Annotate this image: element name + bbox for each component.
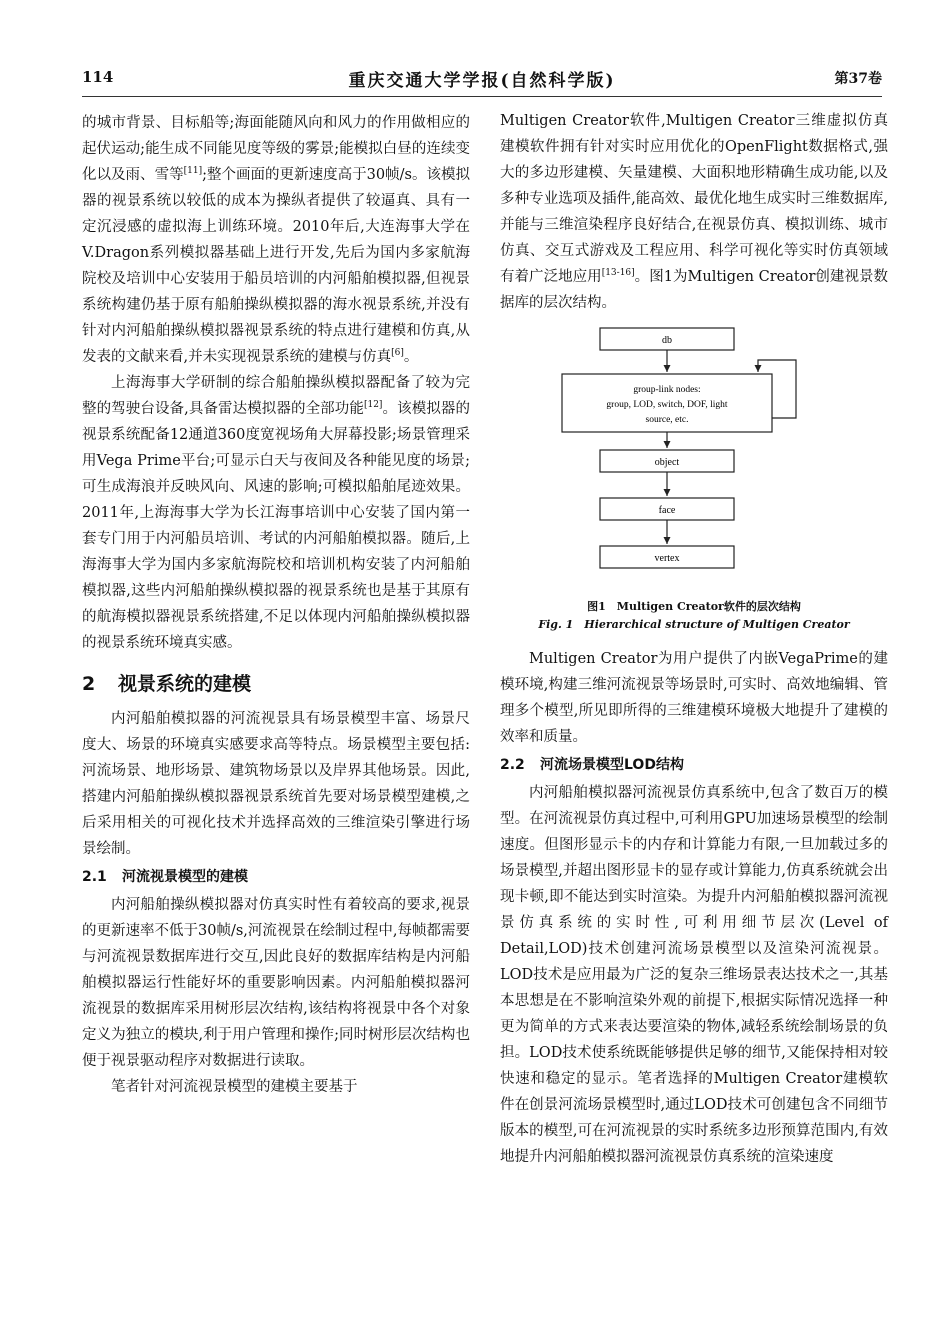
- figure-caption-en: Fig. 1 Hierarchical structure of Multigen Creator: [538, 618, 850, 631]
- paragraph-database: 内河船舶操纵模拟器对仿真实时性有着较高的要求,视景的更新速率不低于30帧/s,河流视景在绘制过程中,每帧都需要与河流视景数据库进行交互,因此良好的数据库结构是内河船舶模拟器运行性能好坏的重要影响因素。内河船舶模拟器河流视景的数据库采用树形层次结构,该结构将视景中各个对象定义为独立的模块,利于用户管理和操作;同时树形层次结构也便于视景驱动程序对数据进行读取。: [82, 897, 470, 1069]
- section-heading: 2 视景系统的建模: [82, 673, 252, 695]
- volume-label: 第37卷: [834, 71, 882, 87]
- right-column: [500, 108, 888, 1170]
- figure-caption-cn: 图1 Multigen Creator软件的层次结构: [587, 600, 801, 613]
- citation: [6]: [391, 348, 404, 359]
- subsection-heading: 2.2 河流场景模型LOD结构: [500, 757, 684, 773]
- page-number: 114: [82, 68, 114, 86]
- paragraph-multigen: Multigen Creator软件,Multigen Creator三维虚拟仿真建模软件拥有针对实时应用优化的OpenFlight数据格式,强大的多边形建模、矢量建模、大面积地形精确生成功能,以及多种专业选项及插件,能高效、最优化地生成实时三维数据库,并能与三维渲染程序良好结合,在视景仿真、模拟训练、城市仿真、交互式游戏及工程应用、科学可视化等实时仿真领域有着广泛地应用[13-16]。图1为Multigen Creator创建视景数据库的层次结构。: [500, 113, 889, 311]
- label-group-line2: group, LOD, switch, DOF, light: [606, 400, 728, 410]
- figure-caption: [500, 598, 888, 634]
- hierarchy-diagram: [500, 320, 888, 592]
- paragraph-section-intro: 内河船舶模拟器的河流视景具有场景模型丰富、场景尺度大、场景的环境真实感要求高等特点。场景模型主要包括:河流场景、地形场景、建筑物场景以及岸界其他场景。因此,搭建内河船舶操纵模拟器视景系统首先要对场景模型建模,之后采用相关的可视化技术并选择高效的三维渲染引擎进行场景绘制。: [82, 711, 470, 857]
- subsection-heading: 2.1 河流视景模型的建模: [82, 869, 248, 885]
- label-group-line1: group-link nodes:: [633, 385, 701, 395]
- paragraph-lod: 内河船舶模拟器河流视景仿真系统中,包含了数百万的模型。在河流视景仿真过程中,可利用GPU加速场景模型的绘制速度。但图形显示卡的内存和计算能力有限,一旦加载过多的场景模型,并超出图形显卡的显存或计算能力,仿真系统就会出现卡顿,即不能达到实时渲染。为提升内河船舶模拟器河流视景仿真系统的实时性,可利用细节层次(Level of Detail,LOD)技术创建河流场景模型以及渲染河流视景。LOD技术是应用最为广泛的复杂三维场景表达技术之一,其基本思想是在不影响渲染外观的前提下,根据实际情况选择一种更为简单的方式来表达要渲染的物体,减轻系统绘制场景的负担。LOD技术使系统既能够提供足够的细节,又能保持相对较快速和稳定的显示。笔者选择的Multigen Creator建模软件在创景河流场景模型时,通过LOD技术可创建包含不同细节版本的模型,可在河流视景的实时系统多边形预算范围内,有效地提升内河船舶模拟器河流视景仿真系统的渲染速度: [500, 785, 888, 1165]
- paragraph-vegaprime: Multigen Creator为用户提供了内嵌VegaPrime的建模环境,构建三维河流视景等场景时,可实时、高效地编辑、管理多个模型,所见即所得的三维建模环境极大地提升了建模的效率和质量。: [500, 651, 888, 745]
- citation: [12]: [363, 400, 383, 411]
- citation: [11]: [183, 166, 203, 177]
- journal-title: 重庆交通大学学报(自然科学版): [348, 71, 616, 91]
- citation: [13-16]: [601, 268, 635, 279]
- page-header: [82, 60, 882, 97]
- label-group-line3: source, etc.: [645, 415, 689, 425]
- left-column: [82, 110, 470, 1100]
- label-object: object: [654, 457, 680, 468]
- label-vertex: vertex: [654, 553, 680, 564]
- paragraph-shanghai: 上海海事大学研制的综合船舶操纵模拟器配备了较为完整的驾驶台设备,具备雷达模拟器的全部功能[12]。该模拟器的视景系统配备12通道360度宽视场角大屏幕投影;场景管理采用Vega Prime平台;可显示白天与夜间及各种能见度的场景;可生成海浪并反映风向、风速的影响;可模拟船舶尾迹效果。2011年,上海海事大学为长江海事培训中心安装了国内第一套专门用于内河船员培训、考试的内河船舶模拟器。随后,上海海事大学为国内多家航海院校和培训机构安装了内河船舶模拟器,这些内河船舶操纵模拟器的视景系统也是基于其原有的航海模拟器视景系统搭建,不足以体现内河船舶操纵模拟器的视景系统环境真实感。: [82, 375, 471, 651]
- paragraph-continued: 的城市背景、目标船等;海面能随风向和风力的作用做相应的起伏运动;能生成不同能见度等级的雾景;能模拟白昼的连续变化以及雨、雪等[11];整个画面的更新速度高于30帧/s。该模拟器的视景系统以较低的成本为操纵者提供了较逼真、具有一定沉浸感的虚拟海上训练环境。2010年后,大连海事大学在V.Dragon系列模拟器基础上进行开发,先后为国内多家航海院校及培训中心安装用于船员培训的内河船舶模拟器,但视景系统构建仍基于原有船舶操纵模拟器的海水视景系统,并没有针对内河船舶操纵模拟器视景系统的特点进行建模和仿真,从发表的文献来看,并未实现视景系统的建模与仿真[6]。: [82, 115, 471, 365]
- figure-hierarchy-diagram: [500, 320, 888, 592]
- paragraph-modeling: 笔者针对河流视景模型的建模主要基于: [111, 1079, 358, 1095]
- label-face: face: [658, 505, 676, 516]
- label-db: db: [662, 335, 672, 346]
